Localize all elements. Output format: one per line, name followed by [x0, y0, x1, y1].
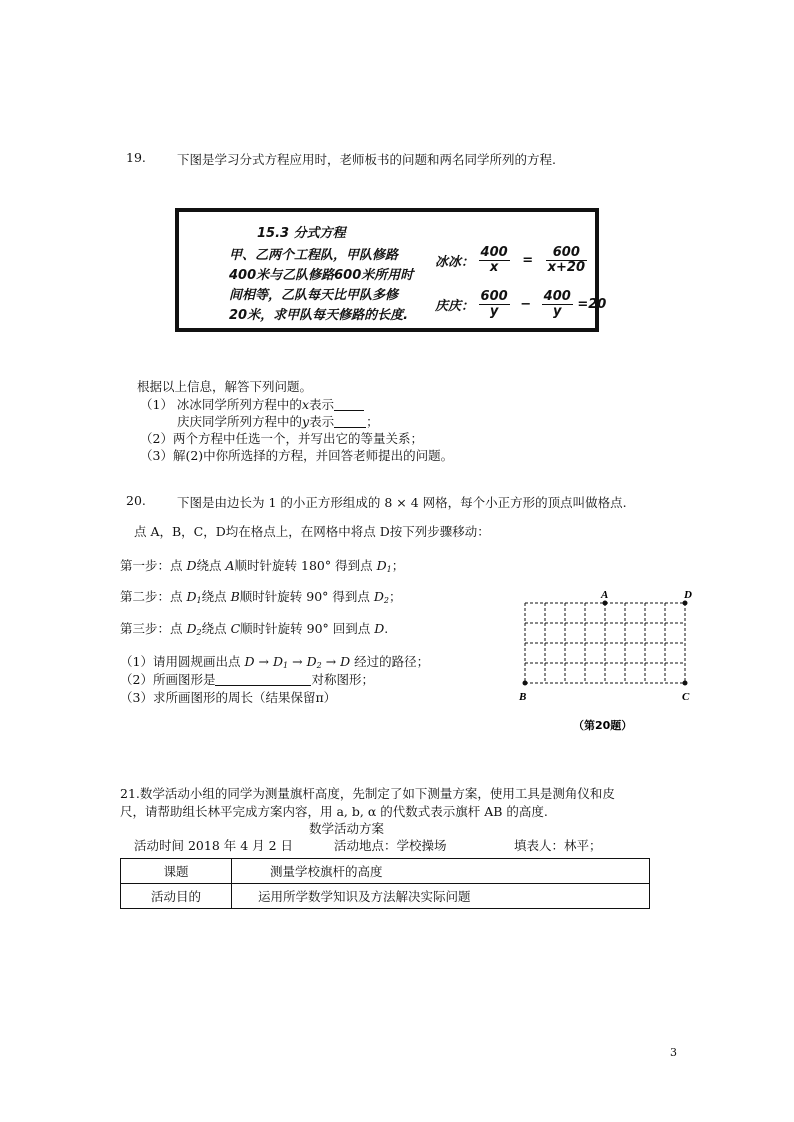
text-span: 绕点 — [196, 558, 226, 573]
q20-step2 — [120, 587, 402, 605]
q20-sub1 — [120, 652, 429, 670]
point-label: D — [374, 621, 385, 636]
point-label: D — [306, 654, 317, 669]
arrow: → — [292, 654, 303, 669]
variable-y: y — [302, 414, 310, 429]
fraction — [542, 290, 573, 319]
qingqing-label: 庆庆： — [435, 299, 475, 314]
q19-sub3: （3）解(2)中你所选择的方程，并回答老师提出的问题。 — [140, 448, 454, 463]
table-row — [121, 859, 650, 884]
point-label: D — [340, 654, 351, 669]
point-label: D — [186, 621, 197, 636]
table-row — [121, 884, 650, 909]
denominator: y — [489, 304, 499, 319]
q20-step3 — [120, 619, 388, 637]
text-span: 第一步：点 — [120, 558, 187, 573]
label-b: B — [519, 691, 527, 703]
q19-sub1-a — [140, 395, 364, 413]
equals-sign: = — [522, 253, 534, 268]
figure-caption: （第20题） — [573, 719, 633, 732]
page-number: 3 — [670, 1046, 677, 1059]
subscript: 2 — [383, 596, 389, 605]
text-span: ； — [388, 589, 402, 604]
board-line-4: 20米，求甲队每天修路的长度. — [229, 308, 409, 323]
q19-intro: 根据以上信息，解答下列问题。 — [137, 379, 313, 394]
subscript: 1 — [282, 661, 289, 670]
subscript: 2 — [196, 628, 202, 637]
text-span: . — [384, 621, 389, 636]
blackboard-figure — [175, 208, 607, 332]
q20-sub3: （3）求所画图形的周长（结果保留π） — [120, 690, 337, 705]
q20-line2: 点 A，B，C，D均在格点上，在网格中将点 D按下列步骤移动： — [134, 524, 490, 539]
table-cell-value: 运用所学数学知识及方法解决实际问题 — [232, 884, 650, 909]
fraction — [479, 290, 510, 319]
text-span: 第二步：点 — [120, 589, 187, 604]
label-a: A — [601, 589, 609, 601]
board-line-2: 400米与乙队修路600米所用时 — [229, 268, 414, 283]
point-d — [683, 601, 688, 606]
q21-line2: 尺，请帮助组长林平完成方案内容，用 a, b, α 的代数式表示旗杆 AB 的高度. — [120, 804, 548, 819]
q20-sub2 — [120, 670, 374, 688]
denominator: x — [489, 260, 499, 275]
q19-sub1-b — [177, 412, 379, 430]
text-span: 对称图形； — [311, 672, 374, 687]
arrow: → — [325, 654, 337, 669]
q19-number: 19. — [126, 150, 146, 165]
q19-sub2: （2）两个方程中任选一个，并写出它的等量关系； — [140, 431, 423, 446]
grid-figure — [505, 588, 715, 738]
answer-blank[interactable] — [334, 415, 366, 428]
variable-x: x — [301, 397, 309, 412]
denominator: x+20 — [547, 260, 586, 275]
text-span: 绕点 — [201, 621, 231, 636]
table-cell-value: 测量学校旗杆的高度 — [232, 859, 650, 884]
label-d: D — [684, 589, 692, 601]
arrow: → — [258, 654, 269, 669]
text-span: 顺时针旋转 180° 得到点 — [234, 558, 377, 573]
minus-sign: − — [520, 297, 532, 312]
q20-number: 20. — [126, 493, 146, 508]
meta-time: 活动时间 2018 年 4 月 2 日 — [134, 838, 294, 853]
point-c — [683, 681, 688, 686]
bingbing-label: 冰冰： — [435, 255, 475, 270]
q21-line1: 21.数学活动小组的同学为测量旗杆高度，先制定了如下测量方案，使用工具是测角仪和皮 — [120, 786, 615, 801]
q20-step1 — [120, 556, 404, 574]
point-label: D — [244, 654, 255, 669]
table-cell-label: 课题 — [121, 859, 232, 884]
fraction — [546, 246, 587, 275]
denominator: y — [552, 304, 562, 319]
point-label: A — [225, 558, 235, 573]
plan-title: 数学活动方案 — [309, 821, 385, 836]
q19-text: 下图是学习分式方程应用时，老师板书的问题和两名同学所列的方程. — [177, 152, 556, 167]
meta-filler: 填表人：林平； — [514, 838, 602, 853]
point-label: C — [230, 621, 241, 636]
text-span: ； — [391, 558, 405, 573]
point-a — [603, 601, 608, 606]
qingqing-equation — [435, 290, 606, 319]
numerator: 400 — [480, 245, 508, 260]
q19-sub1-b-text: 庆庆同学所列方程中的 — [177, 414, 303, 429]
point-label: D — [373, 589, 384, 604]
point-label: B — [230, 589, 240, 604]
bingbing-equation — [435, 246, 587, 275]
board-line-1: 甲、乙两个工程队，甲队修路 — [229, 248, 399, 263]
q20-text: 下图是由边长为 1 的小正方形组成的 8 × 4 网格，每个小正方形的顶点叫做格点. — [177, 495, 627, 510]
text-span: 第三步：点 — [120, 621, 187, 636]
label-c: C — [682, 691, 690, 703]
text-span: 顺时针旋转 90° 得到点 — [239, 589, 374, 604]
subscript: 2 — [316, 661, 322, 670]
text-span: 顺时针旋转 90° 回到点 — [240, 621, 375, 636]
q19-sub1-b-end: ； — [366, 414, 379, 429]
fraction — [479, 246, 510, 275]
text-span: （1）请用圆规画出点 — [120, 654, 245, 669]
board-line-3: 间相等，乙队每天比甲队多修 — [229, 288, 399, 303]
subscript: 1 — [196, 596, 202, 605]
answer-blank[interactable] — [334, 398, 364, 411]
text-span: 绕点 — [201, 589, 231, 604]
point-label: D — [272, 654, 283, 669]
table-cell-label: 活动目的 — [121, 884, 232, 909]
numerator: 600 — [546, 246, 587, 261]
meta-place: 活动地点：学校操场 — [334, 838, 447, 853]
board-title: 15.3 分式方程 — [257, 226, 346, 241]
point-label: D — [186, 558, 197, 573]
numerator: 400 — [543, 289, 571, 304]
point-label: D — [376, 558, 387, 573]
point-b — [523, 681, 528, 686]
q19-sub1-a-text: （1） 冰冰同学所列方程中的 — [140, 397, 302, 412]
grid-lines — [525, 603, 685, 683]
subscript: 1 — [386, 565, 392, 574]
text-span: （2）所画图形是 — [120, 672, 216, 687]
point-label: D — [186, 589, 197, 604]
answer-blank[interactable] — [215, 673, 311, 686]
numerator: 600 — [480, 289, 508, 304]
activity-plan-table — [120, 858, 650, 909]
text-span: 经过的路径； — [350, 654, 430, 669]
q19-sub1-b-post: 表示 — [309, 414, 335, 429]
equation-tail: =20 — [577, 297, 607, 312]
q19-sub1-a-post: 表示 — [309, 397, 335, 412]
